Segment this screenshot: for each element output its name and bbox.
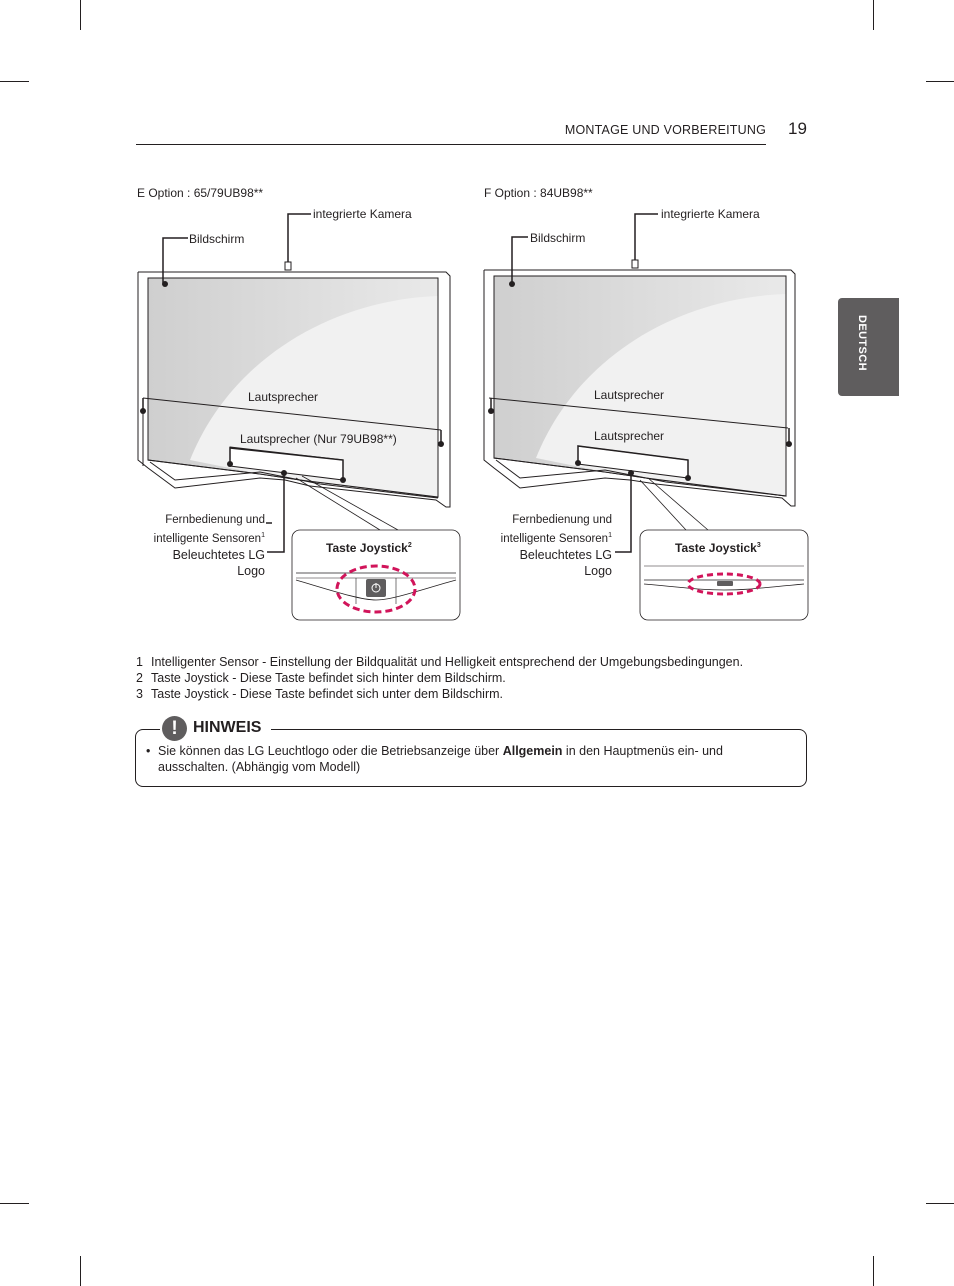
footnotes: [136, 654, 743, 702]
option-f-speaker2-label: Lautsprecher: [594, 429, 665, 443]
option-e-screen-label: Bildschirm: [189, 232, 245, 246]
footnote: 2 Taste Joystick - Diese Taste befindet sich hinter dem Bildschirm.: [136, 671, 506, 685]
option-f-camera-label: integrierte Kamera: [661, 207, 760, 221]
option-f-joystick-label: Taste Joystick$^3$: [675, 541, 761, 555]
language-tab-label: DEUTSCH: [856, 315, 868, 371]
option-e-sensor-label: Fernbedienung und intelligente Sensoren$^1$ Beleuchtetes LG Logo: [153, 514, 265, 578]
option-f-screen-label: Bildschirm: [530, 231, 586, 245]
option-e-camera-label: integrierte Kamera: [313, 207, 412, 221]
note-title: HINWEIS: [193, 719, 262, 736]
page-number: 19: [788, 119, 807, 138]
option-e-joystick-label: Taste Joystick$^2$: [326, 541, 412, 555]
option-f-title: F Option : 84UB98**: [484, 186, 593, 200]
option-f-speaker-label: Lautsprecher: [594, 388, 665, 402]
option-e-speaker-label: Lautsprecher: [248, 390, 319, 404]
section-title: MONTAGE UND VORBEREITUNG: [564, 123, 766, 137]
tv-e-illustration: [138, 262, 450, 507]
option-e-title: E Option : 65/79UB98**: [137, 186, 264, 200]
note-header: [160, 712, 271, 744]
bullet: •: [146, 744, 151, 758]
exclamation-icon: !: [162, 716, 187, 741]
footnote: 1 Intelligenter Sensor - Einstellung der Bildqualität und Helligkeit entsprechend der Umgebungsbedingungen.: [136, 655, 744, 669]
option-f-sensor-label: Fernbedienung und intelligente Sensoren$^1$ Beleuchtetes LG Logo: [500, 514, 612, 578]
tv-f-illustration: [484, 260, 795, 506]
option-e-speaker2-label: Lautsprecher (Nur 79UB98**): [240, 432, 397, 446]
footnote: 3 Taste Joystick - Diese Taste befindet sich unter dem Bildschirm.: [136, 687, 503, 701]
note-text: • Sie können das LG Leuchtlogo oder die Betriebsanzeige über Allgemein in den Hauptmenüs ein- und ausschalten. (Abhängig vom Modell): [146, 744, 723, 774]
